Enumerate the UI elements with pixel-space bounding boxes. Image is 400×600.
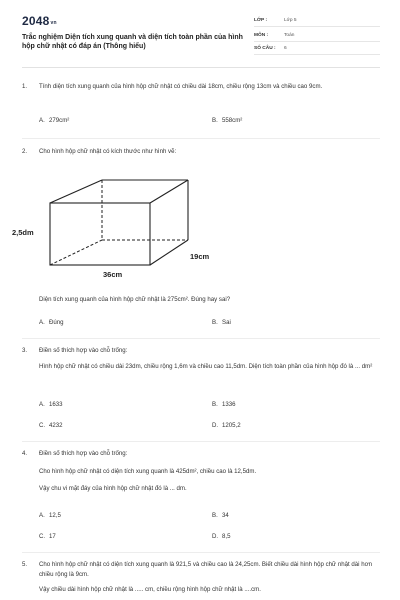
option-4c[interactable]: C. 17: [39, 533, 56, 540]
separator: [22, 338, 380, 339]
question-3: 3. Điền số thích hợp vào chỗ trống: Hình hộp chữ nhật có chiều dài 23dm, chiều rộng 1,6m và chiều cao 11,5dm. Diện tích toàn phần của hình hộp đó là ... dm²: [22, 346, 380, 371]
option-3d[interactable]: D. 1205,2: [212, 422, 241, 429]
length-label: 36cm: [103, 270, 123, 279]
question-4: 4. Điền số thích hợp vào chỗ trống: Cho hình hộp chữ nhật có diện tích xung quanh là 425dm², chiều cao là 12,5dm. Vậy chu vi mặt đáy của hình hộp chữ nhật đó là ... dm.: [22, 449, 380, 494]
meta-question-count: SỐ CÂU : 6: [254, 44, 380, 55]
page-header: [0, 0, 400, 62]
cuboid-figure: [40, 170, 220, 285]
separator: [22, 552, 380, 553]
separator: [22, 138, 380, 139]
option-3c[interactable]: C. 4232: [39, 422, 63, 429]
meta-subject: MÔN : Toán: [254, 31, 380, 42]
question-2-prompt: Diện tích xung quanh của hình hộp chữ nhật là 275cm². Đúng hay sai?: [39, 296, 231, 303]
option-2b[interactable]: B. Sai: [212, 319, 231, 326]
question-body: Vậy chiều dài hình hộp chữ nhật là ..... cm, chiều rộng hình hộp chữ nhật là ....cm.: [39, 586, 261, 593]
option-1a[interactable]: A. 279cm²: [39, 117, 70, 124]
meta-grade: LỚP : Lớp 5: [254, 16, 380, 27]
header-divider: [22, 67, 380, 68]
question-stem: Cho hình hộp chữ nhật có kích thước như hình vẽ:: [39, 148, 177, 155]
height-label: 2,5dm: [12, 228, 34, 237]
question-stem: Điền số thích hợp vào chỗ trống:: [39, 450, 128, 457]
option-3a[interactable]: A. 1633: [39, 401, 63, 408]
cuboid-drawing: [40, 170, 220, 285]
question-body-2: Vậy chu vi mặt đáy của hình hộp chữ nhật đó là ... dm.: [39, 485, 187, 492]
option-1b[interactable]: B. 558cm²: [212, 117, 243, 124]
question-body: Hình hộp chữ nhật có chiều dài 23dm, chiều rộng 1,6m và chiều cao 11,5dm. Diện tích toàn phần của hình hộp đó là ... dm²: [39, 362, 373, 370]
question-stem: Tính diện tích xung quanh của hình hộp chữ nhật có chiều dài 18cm, chiều rộng 13cm và chiều cao 9cm.: [39, 83, 323, 90]
question-stem: Cho hình hộp chữ nhật có diện tích xung quanh là 921,5 và chiều cao là 24,25cm. Biết chiều dài hình hộp chữ nhật dài hơn chiều rộng là 9cm.: [39, 561, 372, 578]
width-label: 19cm: [190, 252, 210, 261]
question-1: 1. Tính diện tích xung quanh của hình hộp chữ nhật có chiều dài 18cm, chiều rộng 13cm và chiều cao 9cm.: [22, 82, 380, 92]
option-4a[interactable]: A. 12,5: [39, 512, 61, 519]
separator: [22, 441, 380, 442]
option-4b[interactable]: B. 34: [212, 512, 229, 519]
site-logo[interactable]: $2048_{vn}$: [22, 14, 57, 28]
question-5: 5. Cho hình hộp chữ nhật có diện tích xung quanh là 921,5 và chiều cao là 24,25cm. Biết chiều dài hình hộp chữ nhật dài hơn chiều rộng là 9cm. Vậy chiều dài hình hộp chữ nhật là ..... cm, chiều rộng hình hộp chữ nhật là ....cm.: [22, 560, 380, 595]
option-3b[interactable]: B. 1336: [212, 401, 236, 408]
question-body: Cho hình hộp chữ nhật có diện tích xung quanh là 425dm², chiều cao là 12,5dm.: [39, 467, 257, 475]
page-title: Trắc nghiệm Diện tích xung quanh và diện tích toàn phần của hình hộp chữ nhật có đáp án (Thông hiểu): [22, 34, 243, 50]
option-2a[interactable]: A. Đúng: [39, 319, 64, 326]
option-4d[interactable]: D. 8,5: [212, 533, 231, 540]
question-stem: Điền số thích hợp vào chỗ trống:: [39, 347, 128, 354]
question-2: 2. Cho hình hộp chữ nhật có kích thước như hình vẽ:: [22, 147, 380, 157]
